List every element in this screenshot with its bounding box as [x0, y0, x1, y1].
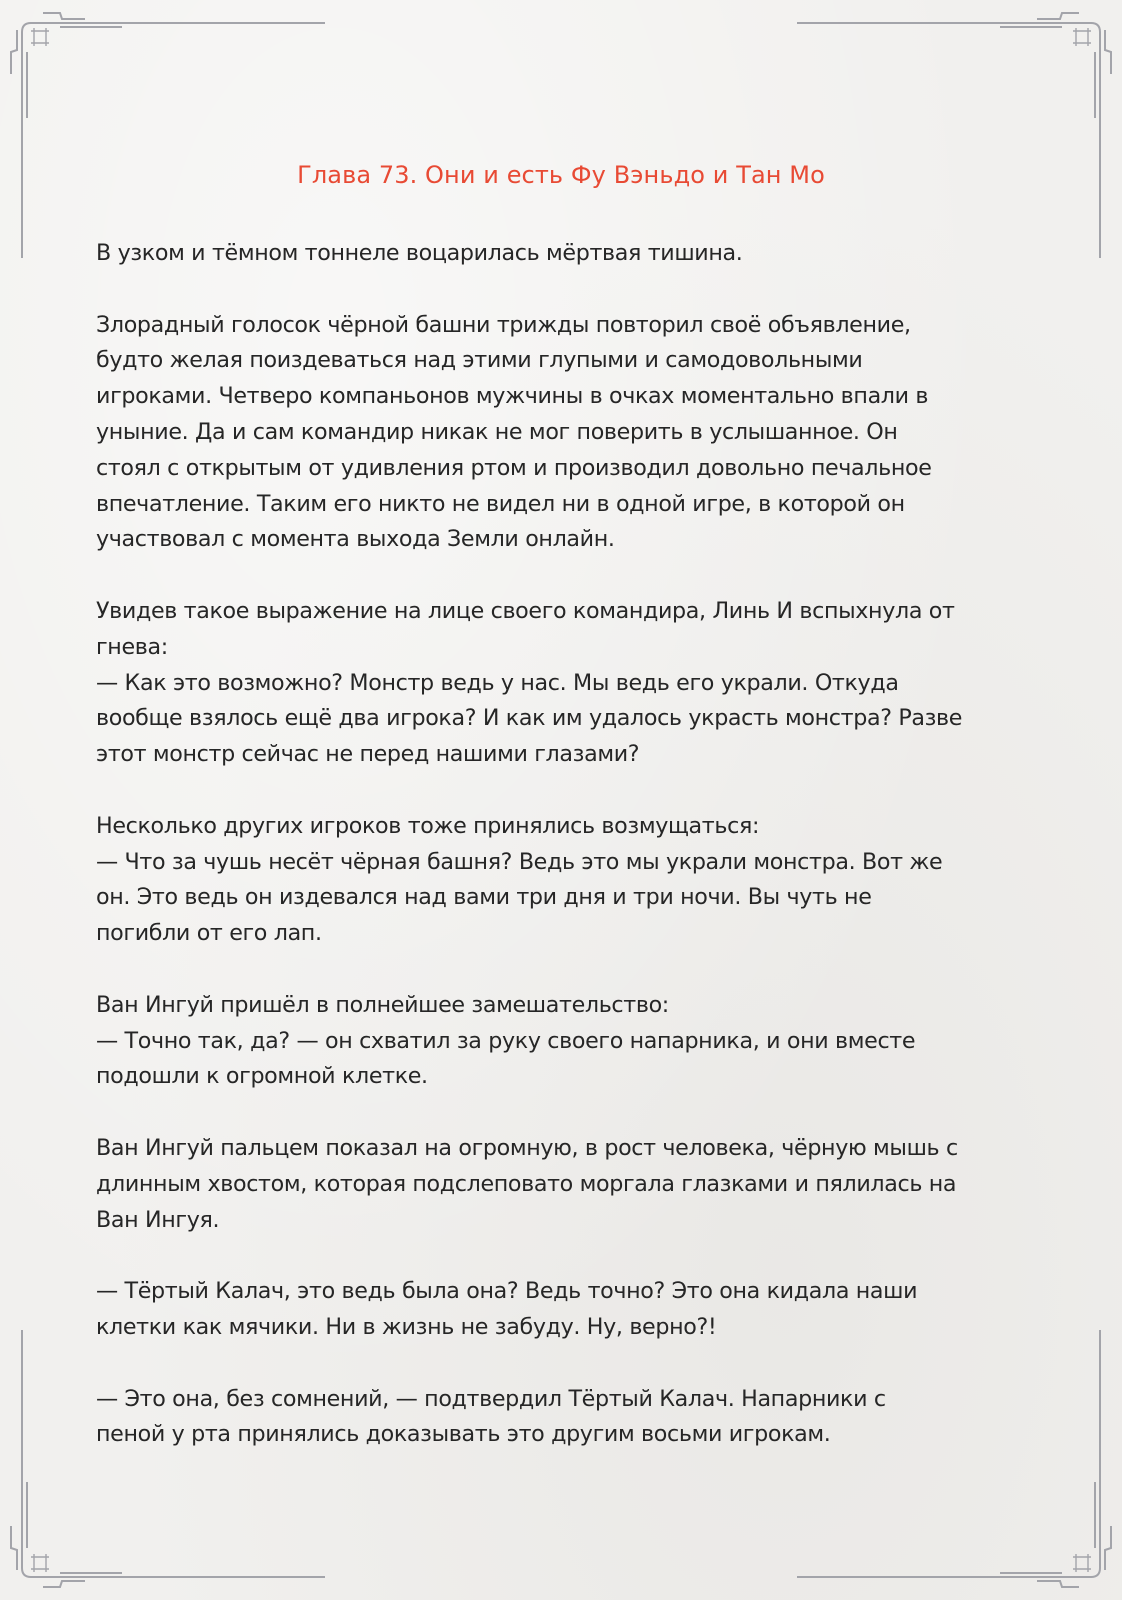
frame-corner-top-left: [11, 13, 325, 258]
text-line: вообще взялось ещё два игрока? И как им удалось украсть монстра? Разве: [96, 705, 963, 732]
text-line: Ван Ингуй пришёл в полнейшее замешательство:: [96, 991, 669, 1018]
text-line: Ван Ингуя.: [96, 1206, 220, 1233]
paragraph: [96, 1274, 1031, 1346]
text-line: стоял с открытым от удивления ртом и производил довольно печальное: [96, 454, 932, 481]
text-line: погибли от его лап.: [96, 920, 322, 947]
text-line: клетки как мячики. Ни в жизнь не забуду. Ну, верно?!: [96, 1313, 717, 1340]
text-line: игроками. Четверо компаньонов мужчины в очках моментально впали в: [96, 383, 929, 410]
dialogue-line: — Что за чушь несёт чёрная башня? Ведь это мы украли монстра. Вот же: [96, 848, 943, 875]
text-line: длинным хвостом, которая подслеповато моргала глазками и пялилась на: [96, 1170, 957, 1197]
chapter-body: [96, 236, 1031, 1489]
paragraph: [96, 1382, 1031, 1454]
dialogue-line: — Это она, без сомнений, — подтвердил Тёртый Калач. Напарники с: [96, 1385, 886, 1412]
text-line: Злорадный голосок чёрной башни трижды повторил своё объявление,: [96, 311, 911, 338]
text-line: гнева:: [96, 633, 168, 660]
text-line: подошли к огромной клетке.: [96, 1063, 428, 1090]
text-line: В узком и тёмном тоннеле воцарилась мёртвая тишина.: [96, 240, 743, 266]
text-line: этот монстр сейчас не перед нашими глазами?: [96, 741, 640, 768]
paragraph: [96, 988, 1031, 1095]
text-line: он. Это ведь он издевался над вами три дня и три ночи. Вы чуть не: [96, 884, 872, 911]
chapter-title: Глава 73. Они и есть Фу Вэньдо и Тан Мо: [297, 161, 825, 190]
dialogue-line: — Тёртый Калач, это ведь была она? Ведь точно? Это она кидала наши: [96, 1278, 918, 1305]
dialogue-line: — Точно так, да? — он схватил за руку своего напарника, и они вместе: [96, 1027, 916, 1054]
text-line: Несколько других игроков тоже принялись возмущаться:: [96, 812, 760, 839]
paragraph: [96, 1131, 1031, 1238]
frame-corner-top-right: [797, 13, 1111, 258]
paragraph: [96, 809, 1031, 952]
paragraph: [96, 308, 1031, 559]
text-line: участвовал с момента выхода Земли онлайн.: [96, 526, 615, 553]
text-line: уныние. Да и сам командир никак не мог поверить в услышанное. Он: [96, 418, 898, 445]
text-line: будто желая поиздеваться над этими глупыми и самодовольными: [96, 347, 863, 374]
text-line: пеной у рта принялись доказывать это другим восьми игрокам.: [96, 1421, 831, 1448]
text-line: впечатление. Таким его никто не видел ни в одной игре, в которой он: [96, 490, 905, 517]
paragraph: [96, 236, 1031, 272]
dialogue-line: — Как это возможно? Монстр ведь у нас. Мы ведь его украли. Откуда: [96, 669, 899, 696]
text-line: Увидев такое выражение на лице своего командира, Линь И вспыхнула от: [96, 597, 955, 624]
text-line: Ван Ингуй пальцем показал на огромную, в рост человека, чёрную мышь с: [96, 1134, 958, 1161]
paragraph: [96, 594, 1031, 773]
